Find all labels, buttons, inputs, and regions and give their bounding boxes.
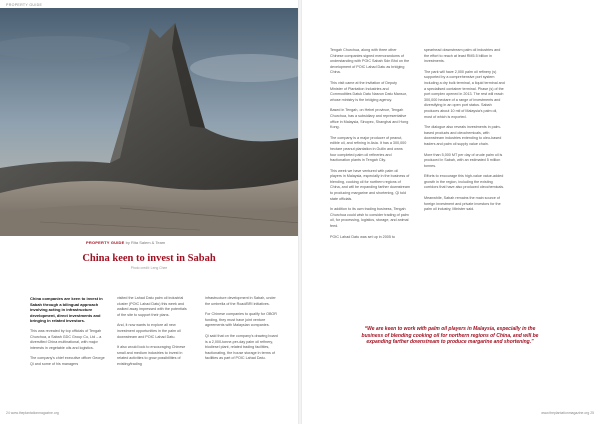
mountain-photo [0, 8, 298, 236]
body-paragraph: visited the Lahad Datu palm oil industrial cluster (POIC Lahad Datu) this week and walked away impressed with the potentials of the site to support their plans. [117, 296, 187, 317]
byline [86, 240, 165, 245]
intro-paragraph: China companies are keen to invest in Sabah through a bilingual approach involving acting in infrastructure development, direct investments and bringing in related investors. [30, 296, 103, 324]
body-paragraph: More than 5,000 MT per day of crude palm oil is produced in Sabah, with an estimated 5 million tonnes. [424, 152, 503, 168]
right-column-2 [424, 48, 506, 218]
body-paragraph: The dialogue also reveals investments in palm-based products and oleochemicals, with downstream industries extending to oleo-based traders and palm oil supply value chain. [424, 125, 502, 146]
body-paragraph: This week we have ventured with palm oil players in Malaysia, especially in the business of blending, cooking oil for northern regions of China, and will be expanding farther downstream to producing margarine and shortening, Qi told state officials. [330, 168, 410, 201]
body-paragraph: This visit came at the invitation of Deputy Minister of Plantation Industries and Commodities Datuk Datu Nasrun Datu Mansur, whose ministry is the bridging agency. [330, 80, 407, 102]
article-headline: China keen to invest in Sabah [82, 253, 216, 264]
body-paragraph: POIC Lahad Datu was set up in 2005 to [330, 234, 395, 239]
body-paragraph: For Chinese companies to qualify for OBOR funding, they must have joint venture agreements with Malaysian companies. [205, 312, 277, 328]
body-paragraph: Tengah Churchua, along with three other Chinese companies signed memorandums of understanding with POIC Sabah Sdn Bhd on the development of POIC Lahad Datu as bridging China. [330, 48, 410, 75]
left-column-3 [205, 296, 281, 367]
mountain-illustration [0, 8, 298, 236]
body-paragraph: This was revealed by top officials of Tengah Churchua, a Sabah GDC Group Co, Ltd – a diversified China multinational, with major interests in vegetable oils and logistics. [30, 328, 102, 350]
body-paragraph: The company's chief executive officer George Qi and some of his managers [30, 356, 105, 366]
body-paragraph: Meanwhile, Sabah remains the main source of foreign investment and private investors for the palm oil industry, Minister said. [424, 196, 501, 212]
body-paragraph: And, it now wants to explore all new investment opportunities in the palm oil downstream and POIC Lahad Datu. [117, 323, 181, 339]
pull-quote: “We are keen to work with palm oil players in Malaysia, especially in the business of blending cooking oil for northern regions of China, and will be expanding farther downstream to produce margarine and shortening.” [361, 326, 539, 346]
body-paragraph: In addition to its own trading business, Tengah Churchua could wish to consider trading of palm oil, for processing, logistics, storage, and animal feed. [330, 207, 409, 229]
body-paragraph: It also would look to encouraging Chinese small and medium industries to invest in related activities to grow possibilities of existing/trading [117, 345, 186, 366]
body-paragraph: Based in Tengah, on Hebei province, Tengah Churchua, has a subsidiary and representative office in Malaysia, Sinopec, Shanghai and Hong Kong. [330, 108, 409, 130]
body-paragraph: Efforts to encourage this high-value value-added growth in the region, including the existing corridors that have also produced oleochemicals. [424, 174, 505, 190]
body-paragraph: Qi said that on the company's drawing board is a 2,000-tonne-per-day palm oil refinery, biodiesel plant, related trading facilities, fractionating, the house storage in terms of facilities as part of POIC Lahad Datu. [205, 333, 278, 361]
photo-credit: Photo credit: Leng Chee [130, 266, 168, 270]
body-paragraph: The park will have 2,000 palm oil refinery (s) supported by a comprehensive port system including a dry bulk terminal, a liquid terminal and a specialised container terminal. Phase (s) of the port complex opened in 2013. The rest will reach 300,000 hectare of a range of investments and diversifying in an open port status. Sabah produces about 10 mil of Malaysia's palm oil, most of which is exported. [424, 69, 505, 119]
folio-right: www.theplantationmagazine.org 25 [541, 411, 594, 415]
body-paragraph: spearhead downstream palm oil industries and the effort to reach at least RM5.5 billion in investments. [424, 48, 501, 64]
byline-tag: PROPERTY GUIDE [86, 240, 125, 245]
folio-left: 24 www.theplantationmagazine.org [6, 411, 59, 415]
left-column-1 [30, 296, 106, 373]
body-paragraph: The company is a major producer of peanut, edible oil, and refining in Asia. It has a 300,000 hectare peanut plantation in Guilin and owns four completed palm oil refineries and fractionation plants in Tengah City. [330, 135, 407, 163]
body-paragraph: infrastructure development in Sabah, under the umbrella of the Road/BRI initiatives. [205, 296, 276, 306]
section-label: PROPERTY GUIDE [6, 3, 43, 7]
right-column-1 [330, 48, 410, 245]
byline-author: by Rita Salem & Team [125, 240, 166, 245]
left-column-2 [117, 296, 189, 373]
